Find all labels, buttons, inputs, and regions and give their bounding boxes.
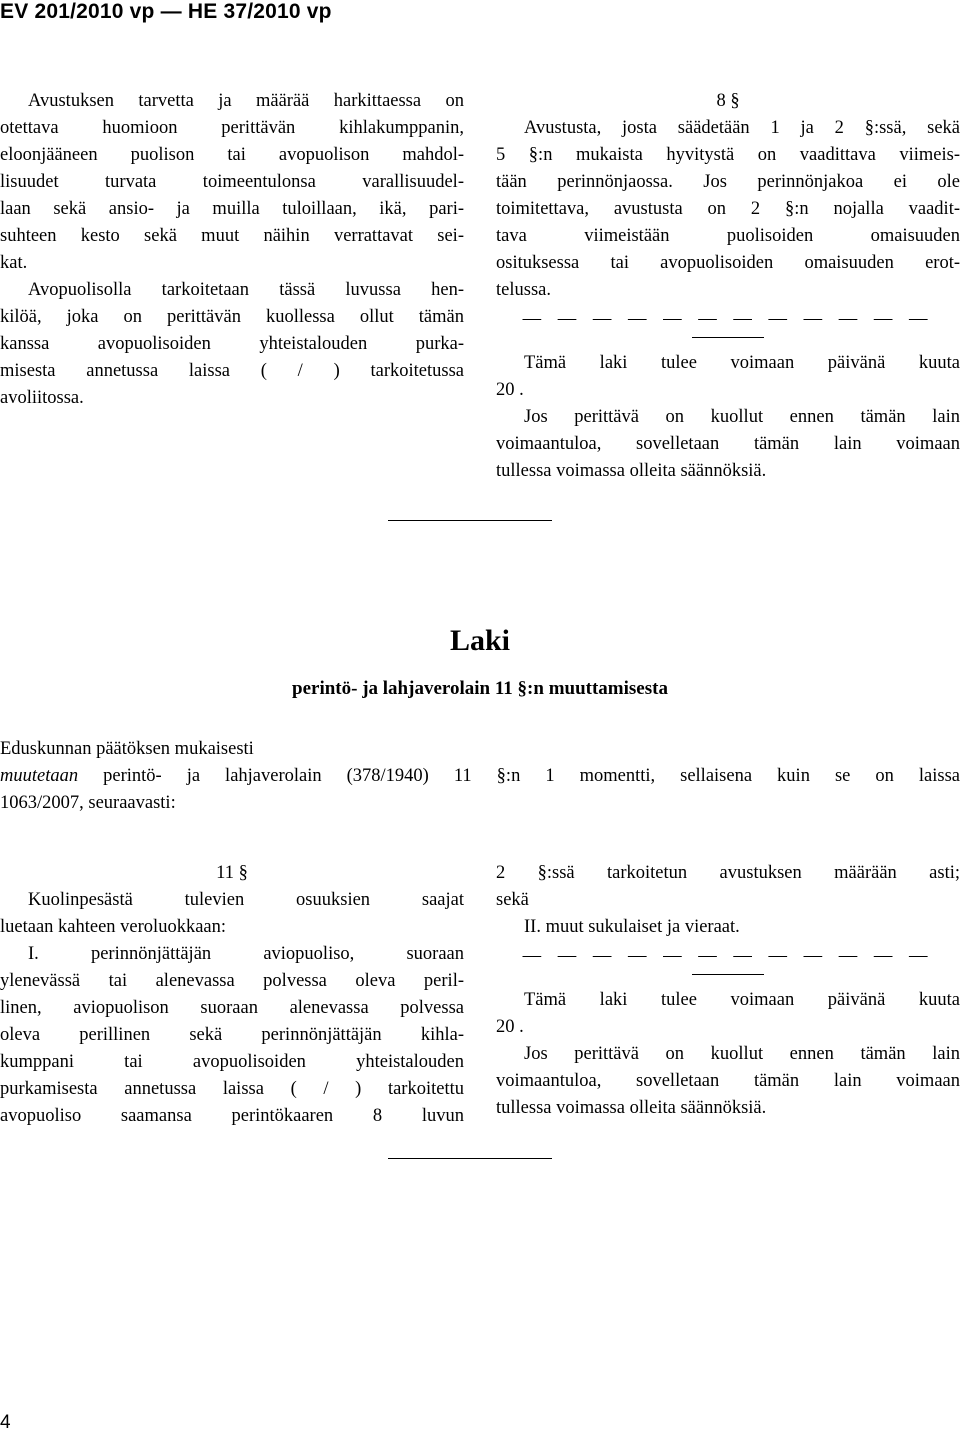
law-subtitle: perintö- ja lahjaverolain 11 §:n muuttamisesta xyxy=(292,678,668,699)
s2-right-line: Tämä laki tulee voimaan päivänä kuuta xyxy=(524,990,960,1010)
s1-right-line: osituksessa tai avopuolisoiden omaisuuden erot- xyxy=(496,253,960,273)
s2-left-line: I. perinnönjättäjän aviopuoliso, suoraan xyxy=(28,944,464,964)
s2-left-line: oleva perillinen sekä perinnönjättäjän kihla- xyxy=(0,1025,464,1045)
s1-right-line: tava viimeistään puolisoiden omaisuuden xyxy=(496,226,960,246)
amendment-line xyxy=(0,763,960,790)
omission-dashes: — — — — — — — — — — — — xyxy=(522,946,934,966)
short-rule xyxy=(692,974,764,975)
s2-left-line: ylenevässä tai alenevassa polvessa oleva peril- xyxy=(0,971,464,991)
s1-right-line: Jos perittävä on kuollut ennen tämän lain xyxy=(524,407,960,427)
s1-right-line: toimitettava, avustusta on 2 §:n nojalla vaadit- xyxy=(496,199,960,219)
s1-right-line: 20 . xyxy=(496,380,524,400)
s2-left-line: purkamisesta annetussa laissa ( / ) tarkoitettu xyxy=(0,1079,464,1099)
amendment-line-2: 1063/2007, seuraavasti: xyxy=(0,793,176,813)
page-number: 4 xyxy=(0,1412,11,1433)
section1-right-column xyxy=(496,88,960,485)
document-header: EV 201/2010 vp — HE 37/2010 vp xyxy=(0,0,332,23)
s2-right-line: tullessa voimassa olleita säännöksiä. xyxy=(496,1098,767,1118)
s2-right-line: 20 . xyxy=(496,1017,524,1037)
s1-left-line: Avustuksen tarvetta ja määrää harkittaessa on xyxy=(28,91,464,111)
s2-left-line: avopuoliso saamansa perintökaaren 8 luvun xyxy=(0,1106,464,1126)
s1-right-line: Avustusta, josta säädetään 1 ja 2 §:ssä, sekä xyxy=(524,118,960,138)
section-separator xyxy=(388,1158,552,1159)
s2-left-line: kumppani tai avopuolisoiden yhteistalouden xyxy=(0,1052,464,1072)
s2-left-line: linen, aviopuolison suoraan alenevassa polvessa xyxy=(0,998,464,1018)
s2-right-line: II. muut sukulaiset ja vieraat. xyxy=(524,917,740,937)
section2-left-column xyxy=(0,860,464,1130)
s1-left-line: laan sekä ansio- ja muilla tuloillaan, ikä, pari- xyxy=(0,199,464,219)
s2-left-line: Kuolinpesästä tulevien osuuksien saajat xyxy=(28,890,464,910)
s1-left-line: kanssa avopuolisoiden yhteistalouden purka- xyxy=(0,334,464,354)
s2-right-line: 2 §:ssä tarkoitetun avustuksen määrään asti; xyxy=(496,863,960,883)
s1-right-line: 5 §:n mukaista hyvitystä on vaadittava viimeis- xyxy=(496,145,960,165)
short-rule xyxy=(692,337,764,338)
s1-left-line: suhteen kesto sekä muut näihin verrattavat sei- xyxy=(0,226,464,246)
s2-left-line: luetaan kahteen veroluokkaan: xyxy=(0,917,227,937)
section2-right-column xyxy=(496,860,960,1122)
s2-right-line: sekä xyxy=(496,890,529,910)
s1-right-line: voimaantuloa, sovelletaan tämän lain voimaan xyxy=(496,434,960,454)
section1-left-column xyxy=(0,88,464,412)
section-separator xyxy=(388,520,552,521)
amend-italic: muutetaan xyxy=(0,766,79,786)
s1-right-line: Tämä laki tulee voimaan päivänä kuuta xyxy=(524,353,960,373)
section-8-heading: 8 § xyxy=(716,91,740,111)
amend-text: perintö- ja lahjaverolain (378/1940) 11 §:n 1 momentti, sellaisena kuin se on laissa xyxy=(78,766,960,786)
s1-right-line: tään perinnönjaossa. Jos perinnönjakoa ei ole xyxy=(496,172,960,192)
omission-dashes: — — — — — — — — — — — — xyxy=(522,309,934,329)
s1-left-line: otettava huomioon perittävän kihlakumppanin, xyxy=(0,118,464,138)
s1-left-line: kilöä, joka on perittävän kuollessa ollut tämän xyxy=(0,307,464,327)
s2-right-line: voimaantuloa, sovelletaan tämän lain voimaan xyxy=(496,1071,960,1091)
law-title: Laki xyxy=(449,624,511,657)
preamble: Eduskunnan päätöksen mukaisesti xyxy=(0,739,254,759)
s1-right-line: telussa. xyxy=(496,280,551,300)
s1-left-line: eloonjääneen puolison tai avopuolison mahdol- xyxy=(0,145,464,165)
s2-right-line: Jos perittävä on kuollut ennen tämän lain xyxy=(524,1044,960,1064)
s1-left-line: kat. xyxy=(0,253,28,273)
s1-left-line: avoliitossa. xyxy=(0,388,84,408)
section-11-heading: 11 § xyxy=(216,863,248,883)
s1-left-line: lisuudet turvata toimeentulonsa varallisuudel- xyxy=(0,172,464,192)
s1-right-line: tullessa voimassa olleita säännöksiä. xyxy=(496,461,767,481)
s1-left-line: Avopuolisolla tarkoitetaan tässä luvussa hen- xyxy=(28,280,464,300)
s1-left-line: misesta annetussa laissa ( / ) tarkoitetussa xyxy=(0,361,464,381)
